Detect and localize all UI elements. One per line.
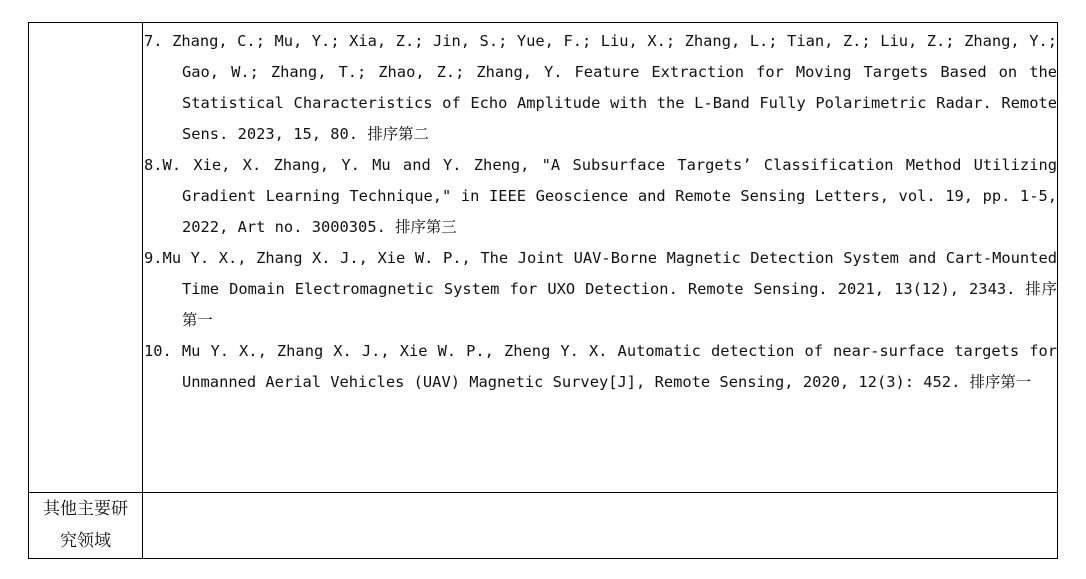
reference-number: 10. — [144, 342, 172, 360]
other-research-label — [29, 492, 143, 558]
reference-item-8 — [144, 150, 1057, 243]
other-research-label-line2: 究领域 — [60, 531, 111, 552]
document-table — [28, 22, 1058, 559]
reference-number: 8. — [144, 156, 163, 174]
reference-text: W. Xie, X. Zhang, Y. Mu and Y. Zheng, "A Subsurface Targets’ Classification Method Utilizing Gradient Learning Technique," in IEEE Geoscience and Remote Sensing Letters, vol. 19, pp. 1-5, 2022, Art no. 3000305. 排序第三 — [162, 156, 1057, 236]
other-research-row — [29, 492, 1058, 558]
references-cell — [143, 23, 1058, 493]
reference-text: Mu Y. X., Zhang X. J., Xie W. P., Zheng Y. X. Automatic detection of near-surface targets for Unmanned Aerial Vehicles (UAV) Magnetic Survey[J], Remote Sensing, 2020, 12(3): 452. 排序第一 — [171, 342, 1057, 391]
other-research-value — [143, 492, 1058, 558]
reference-number: 9. — [144, 249, 163, 267]
references-row — [29, 23, 1058, 493]
reference-item-10 — [144, 336, 1057, 398]
reference-item-7 — [144, 26, 1057, 150]
reference-text: Mu Y. X., Zhang X. J., Xie W. P., The Joint UAV-Borne Magnetic Detection System and Cart-Mounted Time Domain Electromagnetic System for UXO Detection. Remote Sensing. 2021, 13(12), 2343. 排序第一 — [162, 249, 1057, 329]
reference-text: Zhang, C.; Mu, Y.; Xia, Z.; Jin, S.; Yue, F.; Liu, X.; Zhang, L.; Tian, Z.; Liu, Z.; Zhang, Y.; Gao, W.; Zhang, T.; Zhao, Z.; Zhang, Y. Feature Extraction for Moving Targets Based on the Statistical Characteristics of Echo Amplitude with the L-Band Fully Polarimetric Radar. Remote Sens. 2023, 15, 80. 排序第二 — [172, 32, 1057, 143]
reference-item-9 — [144, 243, 1057, 336]
reference-list — [143, 23, 1057, 398]
references-label-cell — [29, 23, 143, 493]
other-research-label-line1: 其他主要研 — [43, 499, 128, 520]
reference-number: 7. — [144, 32, 163, 50]
